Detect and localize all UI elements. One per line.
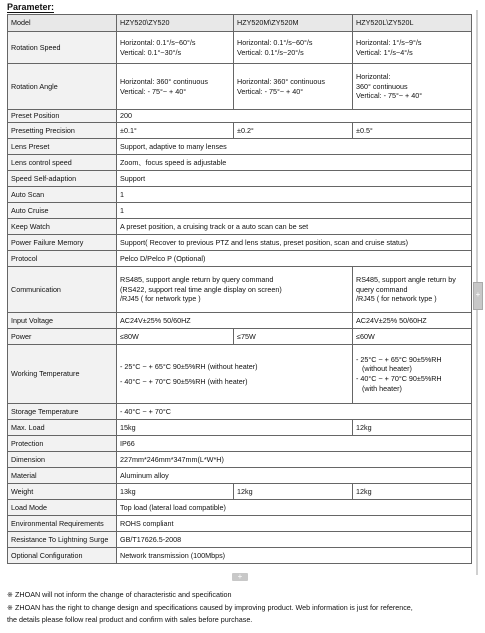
row-label: Load Mode xyxy=(8,500,117,516)
cell: 1 xyxy=(117,187,472,203)
cell: 15kg xyxy=(117,420,353,436)
cell: 12kg xyxy=(353,420,472,436)
row-label: Environmental Requirements xyxy=(8,516,117,532)
page-title: Parameter: xyxy=(7,2,55,12)
row-label: Working Temperature xyxy=(8,345,117,404)
table-row xyxy=(8,171,472,187)
table-row xyxy=(8,484,472,500)
header-model-2: HZY520M\ZY520M xyxy=(234,15,353,32)
table-row xyxy=(8,235,472,251)
header-model: Model xyxy=(8,15,117,32)
row-label: Presetting Precision xyxy=(8,123,117,139)
cell: Horizontal: 360° continuous Vertical: - 75°~ + 40° xyxy=(234,64,353,110)
cell: RS485, support angle return by query command /RJ45 ( for network type ) xyxy=(353,267,472,313)
header-model-3: HZY520L\ZY520L xyxy=(353,15,472,32)
cell: RS485, support angle return by query command (RS422, support real time angle display on screen) /RJ45 ( for network type ) xyxy=(117,267,353,313)
cell: ±0.2° xyxy=(234,123,353,139)
cell: A preset position, a cruising track or a auto scan can be set xyxy=(117,219,472,235)
row-label: Max. Load xyxy=(8,420,117,436)
row-label: Keep Watch xyxy=(8,219,117,235)
cell: ±0.1° xyxy=(117,123,234,139)
cell: Support( Recover to previous PTZ and lens status, preset position, scan and cruise status) xyxy=(117,235,472,251)
cell: ≤80W xyxy=(117,329,234,345)
table-row xyxy=(8,110,472,123)
note-line: ※ ZHOAN will not inform the change of characteristic and specification xyxy=(7,590,232,599)
table-row xyxy=(8,123,472,139)
cell: ROHS compliant xyxy=(117,516,472,532)
row-label: Storage Temperature xyxy=(8,404,117,420)
cell: AC24V±25% 50/60HZ xyxy=(117,313,353,329)
note-line: ※ ZHOAN has the right to change design and specifications caused by improving product. Web information is just for reference, xyxy=(7,602,413,612)
add-row-button[interactable]: + xyxy=(232,573,248,581)
row-label: Speed Self-adaption xyxy=(8,171,117,187)
row-label: Power Failure Memory xyxy=(8,235,117,251)
table-row xyxy=(8,32,472,64)
table-row xyxy=(8,139,472,155)
table-row xyxy=(8,436,472,452)
row-label: Communication xyxy=(8,267,117,313)
cell: AC24V±25% 50/60HZ xyxy=(353,313,472,329)
row-label: Dimension xyxy=(8,452,117,468)
cell: 12kg xyxy=(353,484,472,500)
cell: Horizontal: 360° continuous Vertical: - 75°~ + 40° xyxy=(117,64,234,110)
vertical-scrollbar[interactable] xyxy=(473,10,481,575)
row-label: Weight xyxy=(8,484,117,500)
row-label: Rotation Angle xyxy=(8,64,117,110)
cell: Zoom、focus speed is adjustable xyxy=(117,155,472,171)
cell: - 40°C ~ + 70°C xyxy=(117,404,472,420)
row-label: Material xyxy=(8,468,117,484)
cell: 227mm*246mm*347mm(L*W*H) xyxy=(117,452,472,468)
table-row xyxy=(8,468,472,484)
row-label: Input Voltage xyxy=(8,313,117,329)
cell: Support xyxy=(117,171,472,187)
table-row xyxy=(8,155,472,171)
notes xyxy=(7,589,483,627)
cell: 200 xyxy=(117,110,472,123)
parameter-table xyxy=(7,14,472,564)
note-line: the details please follow real product and confirm with sales before purchase. xyxy=(7,615,253,624)
cell: Horizontal: 0.1°/s~60°/s Vertical: 0.1°~30°/s xyxy=(117,32,234,64)
cell: Horizontal: 0.1°/s~60°/s Vertical: 0.1°/s~20°/s xyxy=(234,32,353,64)
row-label: Lens Preset xyxy=(8,139,117,155)
cell: GB/T17626.5-2008 xyxy=(117,532,472,548)
cell: ±0.5° xyxy=(353,123,472,139)
cell: Horizontal: 1°/s~9°/s Vertical: 1°/s~4°/s xyxy=(353,32,472,64)
table-row xyxy=(8,313,472,329)
table-row xyxy=(8,203,472,219)
row-label: Auto Cruise xyxy=(8,203,117,219)
row-label: Resistance To Lightning Surge xyxy=(8,532,117,548)
cell: Network transmission (100Mbps) xyxy=(117,548,472,564)
table-row xyxy=(8,532,472,548)
header-model-1: HZY520\ZY520 xyxy=(117,15,234,32)
row-label: Protocol xyxy=(8,251,117,267)
table-row xyxy=(8,420,472,436)
table-row xyxy=(8,452,472,468)
table-row xyxy=(8,267,472,313)
row-label: Power xyxy=(8,329,117,345)
row-label: Auto Scan xyxy=(8,187,117,203)
cell: Support, adaptive to many lenses xyxy=(117,139,472,155)
table-header-row xyxy=(8,15,472,32)
table-row xyxy=(8,516,472,532)
cell: - 25°C ~ + 65°C 90±5%RH (without heater) - 40°C ~ + 70°C 90±5%RH (with heater) xyxy=(353,345,472,404)
cell: Top load (lateral load compatible) xyxy=(117,500,472,516)
row-label: Lens control speed xyxy=(8,155,117,171)
table-row xyxy=(8,64,472,110)
row-label: Preset Position xyxy=(8,110,117,123)
table-row xyxy=(8,329,472,345)
cell: 1 xyxy=(117,203,472,219)
row-label: Rotation Speed xyxy=(8,32,117,64)
table-row xyxy=(8,404,472,420)
scrollbar-thumb[interactable]: + xyxy=(473,282,483,310)
table-row xyxy=(8,345,472,404)
table-row xyxy=(8,251,472,267)
table-row xyxy=(8,548,472,564)
row-label: Optional Configuration xyxy=(8,548,117,564)
table-row xyxy=(8,500,472,516)
cell: - 25°C ~ + 65°C 90±5%RH (without heater) - 40°C ~ + 70°C 90±5%RH (with heater) xyxy=(117,345,353,404)
cell: ≤75W xyxy=(234,329,353,345)
cell: ≤60W xyxy=(353,329,472,345)
cell: 12kg xyxy=(234,484,353,500)
cell: Horizontal: 360° continuous Vertical: - 75°~ + 40° xyxy=(353,64,472,110)
cell: Aluminum alloy xyxy=(117,468,472,484)
cell: IP66 xyxy=(117,436,472,452)
table-row xyxy=(8,219,472,235)
cell: Pelco D/Pelco P (Optional) xyxy=(117,251,472,267)
row-label: Protection xyxy=(8,436,117,452)
table-row xyxy=(8,187,472,203)
cell: 13kg xyxy=(117,484,234,500)
